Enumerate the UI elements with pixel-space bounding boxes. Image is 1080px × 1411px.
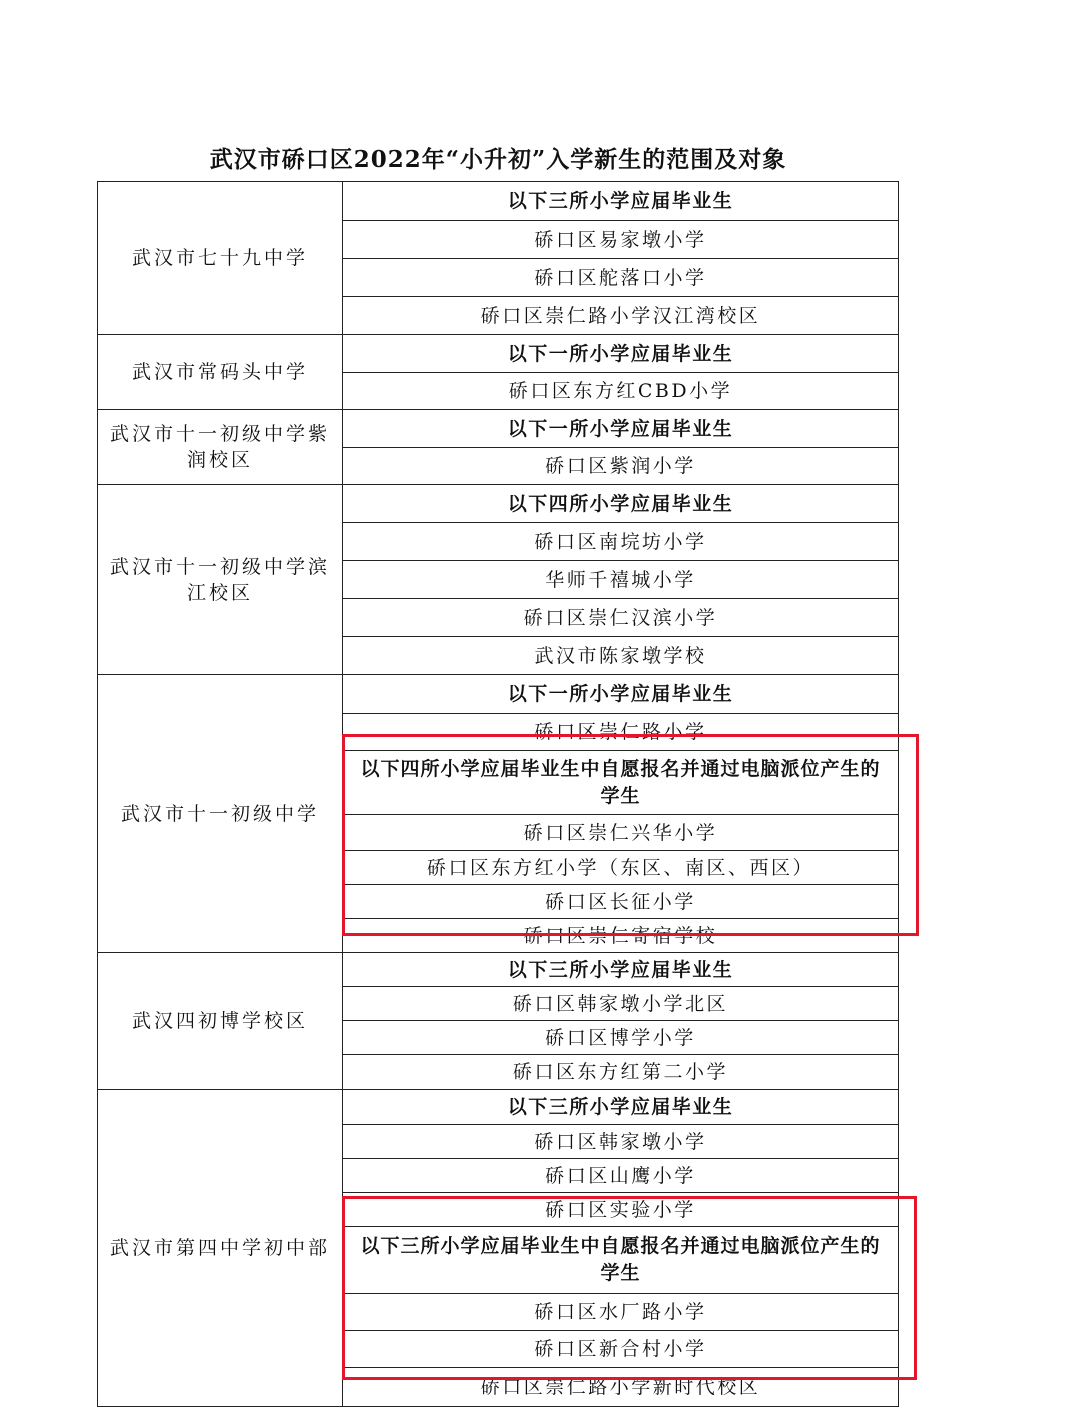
- primary-school-cell: 硚口区崇仁路小学汉江湾校区: [343, 297, 899, 335]
- primary-school-cell: 硚口区长征小学: [343, 885, 899, 919]
- middle-school-cell: 武汉市七十九中学: [98, 182, 343, 335]
- eligibility-header-cell: 以下三所小学应届毕业生: [343, 953, 899, 987]
- eligibility-header-cell: 以下一所小学应届毕业生: [343, 675, 899, 714]
- primary-school-cell: 硚口区实验小学: [343, 1193, 899, 1227]
- table-row: [98, 1090, 899, 1125]
- primary-school-cell: 硚口区崇仁路小学: [343, 714, 899, 751]
- primary-school-cell: 硚口区崇仁汉滨小学: [343, 599, 899, 637]
- primary-school-cell: 硚口区东方红小学（东区、南区、西区）: [343, 851, 899, 885]
- table-row: [98, 410, 899, 448]
- eligibility-header-cell: 以下四所小学应届毕业生: [343, 485, 899, 523]
- middle-school-cell: 武汉市十一初级中学: [98, 675, 343, 953]
- middle-school-cell: 武汉四初博学校区: [98, 953, 343, 1090]
- eligibility-header-cell: 以下三所小学应届毕业生: [343, 182, 899, 221]
- middle-school-cell: 武汉市十一初级中学滨江校区: [98, 485, 343, 675]
- primary-school-cell: 硚口区新合村小学: [343, 1331, 899, 1368]
- middle-school-cell: 武汉市第四中学初中部: [98, 1090, 343, 1407]
- eligibility-header-cell: 以下三所小学应届毕业生: [343, 1090, 899, 1125]
- admission-table: [97, 181, 899, 1407]
- table-row: [98, 485, 899, 523]
- primary-school-cell: 硚口区博学小学: [343, 1021, 899, 1055]
- primary-school-cell: 华师千禧城小学: [343, 561, 899, 599]
- primary-school-cell: 硚口区山鹰小学: [343, 1159, 899, 1193]
- middle-school-cell: 武汉市十一初级中学紫润校区: [98, 410, 343, 485]
- primary-school-cell: 硚口区舵落口小学: [343, 259, 899, 297]
- middle-school-cell: 武汉市常码头中学: [98, 335, 343, 410]
- eligibility-header-cell: 以下四所小学应届毕业生中自愿报名并通过电脑派位产生的学生: [343, 751, 899, 815]
- primary-school-cell: 硚口区东方红CBD小学: [343, 373, 899, 410]
- primary-school-cell: 硚口区韩家墩小学北区: [343, 987, 899, 1021]
- table-row: [98, 953, 899, 987]
- table-row: [98, 675, 899, 714]
- document-title: 武汉市硚口区2022年“小升初”入学新生的范围及对象: [209, 146, 787, 173]
- primary-school-cell: 武汉市陈家墩学校: [343, 637, 899, 675]
- primary-school-cell: 硚口区南垸坊小学: [343, 523, 899, 561]
- primary-school-cell: 硚口区紫润小学: [343, 448, 899, 485]
- primary-school-cell: 硚口区韩家墩小学: [343, 1125, 899, 1159]
- primary-school-cell: 硚口区崇仁兴华小学: [343, 815, 899, 851]
- primary-school-cell: 硚口区水厂路小学: [343, 1294, 899, 1331]
- table-row: [98, 335, 899, 373]
- primary-school-cell: 硚口区东方红第二小学: [343, 1055, 899, 1090]
- primary-school-cell: 硚口区崇仁路小学新时代校区: [343, 1368, 899, 1407]
- eligibility-header-cell: 以下三所小学应届毕业生中自愿报名并通过电脑派位产生的学生: [343, 1227, 899, 1294]
- primary-school-cell: 硚口区易家墩小学: [343, 221, 899, 259]
- eligibility-header-cell: 以下一所小学应届毕业生: [343, 335, 899, 373]
- table-row: [98, 182, 899, 221]
- eligibility-header-cell: 以下一所小学应届毕业生: [343, 410, 899, 448]
- primary-school-cell: 硚口区崇仁寄宿学校: [343, 919, 899, 953]
